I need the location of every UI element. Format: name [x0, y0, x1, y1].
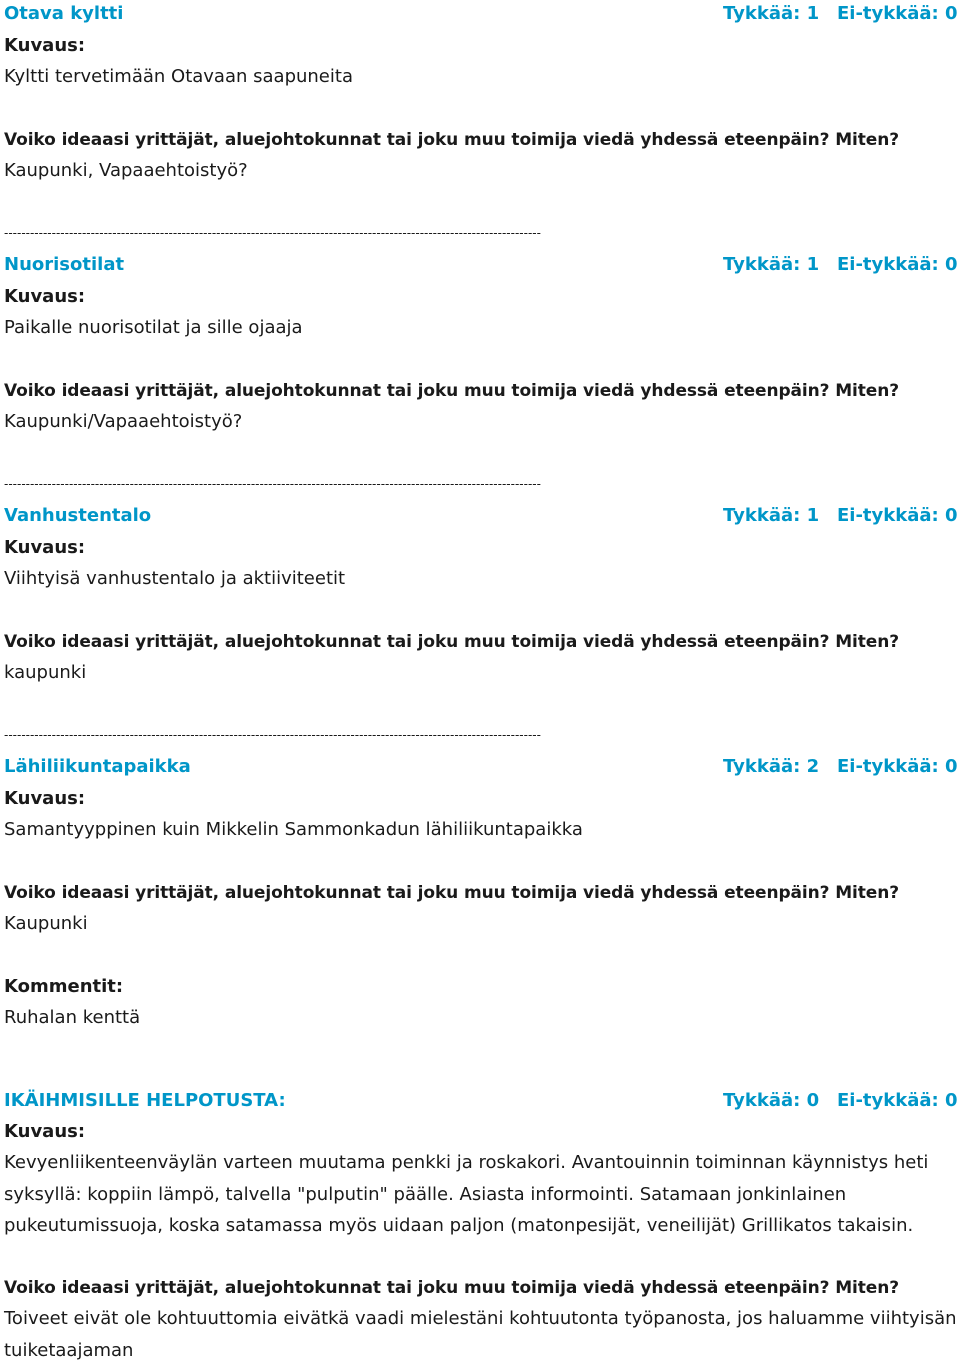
likes-count: Tykkää: 0 [723, 1090, 820, 1111]
description-label: Kuvaus: [4, 1121, 86, 1142]
likes-count: Tykkää: 1 [723, 505, 820, 526]
dislikes-count: Ei-tykkää: 0 [837, 1090, 958, 1111]
question-label: Voiko ideaasi yrittäjät, aluejohtokunnat tai joku muu toimija viedä yhdessä eteenpäin? Miten? [4, 883, 899, 903]
separator: ---------------------------------------------------------------------------------------------------------------------------- [4, 729, 541, 741]
comment-text: Ruhalan kenttä [4, 1007, 141, 1028]
dislikes-count: Ei-tykkää: 0 [837, 505, 958, 526]
dislikes-count: Ei-tykkää: 0 [837, 3, 958, 24]
comments-label: Kommentit: [4, 976, 124, 997]
entry-title: Nuorisotilat [4, 254, 125, 275]
answer-text: Toiveet eivät ole kohtuuttomia eivätkä vaadi mielestäni kohtuutonta työpanosta, jos haluamme viihtyisän tuiketaajaman [4, 1308, 957, 1361]
description-text: Viihtyisä vanhustentalo ja aktiiviteetit [4, 568, 346, 589]
answer-text: kaupunki [4, 662, 87, 683]
separator: ---------------------------------------------------------------------------------------------------------------------------- [4, 478, 541, 490]
question-label: Voiko ideaasi yrittäjät, aluejohtokunnat tai joku muu toimija viedä yhdessä eteenpäin? Miten? [4, 381, 899, 401]
answer-text: Kaupunki, Vapaaehtoistyö? [4, 160, 248, 181]
answer-text: Kaupunki/Vapaaehtoistyö? [4, 411, 243, 432]
entry-title: IKÄIHMISILLE HELPOTUSTA: [4, 1090, 286, 1111]
likes-count: Tykkää: 1 [723, 3, 820, 24]
description-label: Kuvaus: [4, 35, 86, 56]
description-text: Paikalle nuorisotilat ja sille ojaaja [4, 317, 303, 338]
description-text: Kyltti tervetimään Otavaan saapuneita [4, 66, 353, 87]
separator: ---------------------------------------------------------------------------------------------------------------------------- [4, 227, 541, 239]
question-label: Voiko ideaasi yrittäjät, aluejohtokunnat tai joku muu toimija viedä yhdessä eteenpäin? Miten? [4, 130, 899, 150]
entry-title: Lähiliikuntapaikka [4, 756, 191, 777]
description-text: Samantyyppinen kuin Mikkelin Sammonkadun lähiliikuntapaikka [4, 819, 583, 840]
description-label: Kuvaus: [4, 788, 86, 809]
question-label: Voiko ideaasi yrittäjät, aluejohtokunnat tai joku muu toimija viedä yhdessä eteenpäin? Miten? [4, 632, 899, 652]
description-label: Kuvaus: [4, 286, 86, 307]
description-text: Kevyenliikenteenväylän varteen muutama penkki ja roskakori. Avantouinnin toiminnan käynnistys heti syksyllä: koppiin lämpö, talvella "pulputin" päälle. Asiasta informointi. Satamaan jonkinlainen pukeutumissuoja, koska satamassa myös uidaan paljon (matonpesijät, veneilijät) Grillikatos takaisin. [4, 1152, 929, 1236]
question-label: Voiko ideaasi yrittäjät, aluejohtokunnat tai joku muu toimija viedä yhdessä eteenpäin? Miten? [4, 1278, 899, 1298]
dislikes-count: Ei-tykkää: 0 [837, 756, 958, 777]
dislikes-count: Ei-tykkää: 0 [837, 254, 958, 275]
likes-count: Tykkää: 2 [723, 756, 820, 777]
entry-title: Vanhustentalo [4, 505, 152, 526]
description-label: Kuvaus: [4, 537, 86, 558]
entry-title: Otava kyltti [4, 3, 124, 24]
answer-text: Kaupunki [4, 913, 88, 934]
likes-count: Tykkää: 1 [723, 254, 820, 275]
